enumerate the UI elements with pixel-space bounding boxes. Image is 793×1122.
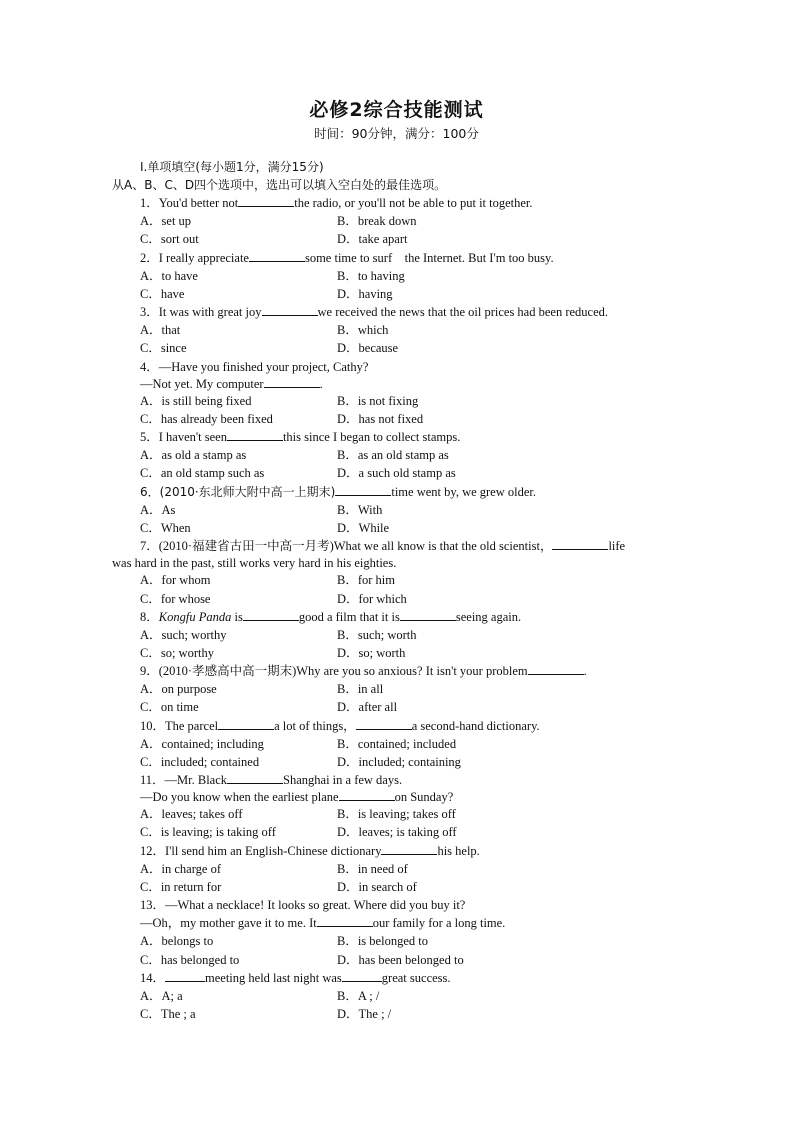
question-stem: 3．It was with great joy we received the news that the oil prices had been reduced. [140,305,609,319]
option-c: C．is leaving; is taking off [140,825,276,839]
option-d: D．a such old stamp as [337,466,456,480]
option-a: A．A; a [140,989,183,1003]
option-b: B．which [337,323,389,337]
option-a: A．belongs to [140,934,214,948]
answer-blank [335,484,391,496]
option-d: D．for which [337,592,407,606]
question-stem: 1．You'd better not the radio, or you'll not be able to put it together. [140,196,533,210]
option-d: D．in search of [337,880,417,894]
option-b: B．break down [337,214,417,228]
answer-blank [249,250,305,262]
option-b: B．A ; / [337,989,380,1003]
option-a: A．on purpose [140,682,217,696]
section-instruction: 从A、B、C、D四个选项中，选出可以填入空白处的最佳选项。 [112,178,447,192]
option-c: C．on time [140,700,199,714]
option-b: B．is leaving; takes off [337,807,456,821]
option-c: C．has belonged to [140,953,240,967]
answer-blank [356,718,412,730]
question-stem-continued: was hard in the past, still works very hard in his eighties. [112,556,397,570]
option-d: D．having [337,287,393,301]
option-c: C．have [140,287,185,301]
option-c: C．so; worthy [140,646,214,660]
answer-blank [238,195,294,207]
option-d: D．leaves; is taking off [337,825,457,839]
answer-blank [243,609,299,621]
question-stem: 12．I'll send him an English-Chinese dictionary his help. [140,844,480,858]
question-stem: 8．Kongfu Panda is good a film that it is seeing again. [140,610,522,624]
answer-blank [317,915,373,927]
option-d: D．take apart [337,232,408,246]
option-b: B．in need of [337,862,408,876]
question-stem: 10．The parcel a lot of things， a second-hand dictionary. [140,719,540,733]
section-heading: Ⅰ.单项填空(每小题1分，满分15分) [140,160,324,174]
option-a: A．to have [140,269,198,283]
answer-blank [339,789,395,801]
option-b: B．is belonged to [337,934,428,948]
answer-blank [218,718,274,730]
option-c: C．The ; a [140,1007,196,1021]
option-b: B．as an old stamp as [337,448,449,462]
answer-blank [227,772,283,784]
option-b: B．is not fixing [337,394,419,408]
option-a: A．leaves; takes off [140,807,243,821]
option-c: C．an old stamp such as [140,466,265,480]
option-d: D．While [337,521,390,535]
option-c: C．has already been fixed [140,412,273,426]
option-c: C．When [140,521,191,535]
answer-blank [262,304,318,316]
option-d: D．because [337,341,399,355]
page-subtitle: 时间：90分钟，满分：100分 [314,126,479,141]
option-d: D．The ; / [337,1007,392,1021]
question-stem: 14． meeting held last night was great success. [140,971,451,985]
option-a: A．such; worthy [140,628,227,642]
question-stem: 13．—What a necklace! It looks so great. Where did you buy it? [140,898,466,912]
option-b: B．contained; included [337,737,457,751]
option-a: A．As [140,503,176,517]
option-a: A．is still being fixed [140,394,252,408]
option-a: A．as old a stamp as [140,448,247,462]
option-c: C．included; contained [140,755,260,769]
question-reply: —Do you know when the earliest plane on Sunday? [140,790,454,804]
question-reply: —Oh，my mother gave it to me. It our family for a long time. [140,916,506,930]
answer-blank [165,970,205,982]
option-c: C．in return for [140,880,222,894]
option-b: B．to having [337,269,405,283]
question-reply: —Not yet. My computer . [140,377,323,391]
answer-blank [381,843,437,855]
option-d: D．has been belonged to [337,953,464,967]
answer-blank [342,970,382,982]
answer-blank [400,609,456,621]
answer-blank [264,376,320,388]
option-a: A．for whom [140,573,211,587]
option-c: C．sort out [140,232,199,246]
option-a: A．in charge of [140,862,221,876]
answer-blank [528,663,584,675]
answer-blank [227,429,283,441]
option-b: B．such; worth [337,628,417,642]
option-a: A．contained; including [140,737,264,751]
option-b: B．for him [337,573,395,587]
option-c: C．for whose [140,592,211,606]
question-stem: 9．(2010·孝感高中高一期末)Why are you so anxious? It isn't your problem . [140,664,587,678]
question-stem: 4．—Have you finished your project, Cathy? [140,360,369,374]
question-stem: 5．I haven't seen this since I began to collect stamps. [140,430,461,444]
option-d: D．has not fixed [337,412,424,426]
option-a: A．that [140,323,181,337]
question-stem: 2．I really appreciate some time to surf the Internet. But I'm too busy. [140,251,554,265]
page-title: 必修2综合技能测试 [309,99,484,121]
option-d: D．so; worth [337,646,406,660]
question-stem: 6．(2010·东北师大附中高一上期末) time went by, we grew older. [140,485,536,499]
answer-blank [552,538,608,550]
question-stem: 7．(2010·福建省古田一中高一月考)What we all know is that the old scientist， life [140,539,626,553]
option-b: B．With [337,503,383,517]
option-d: D．included; containing [337,755,461,769]
option-d: D．after all [337,700,398,714]
option-c: C．since [140,341,187,355]
question-stem: 11．—Mr. Black Shanghai in a few days. [140,773,403,787]
option-b: B．in all [337,682,384,696]
option-a: A．set up [140,214,192,228]
